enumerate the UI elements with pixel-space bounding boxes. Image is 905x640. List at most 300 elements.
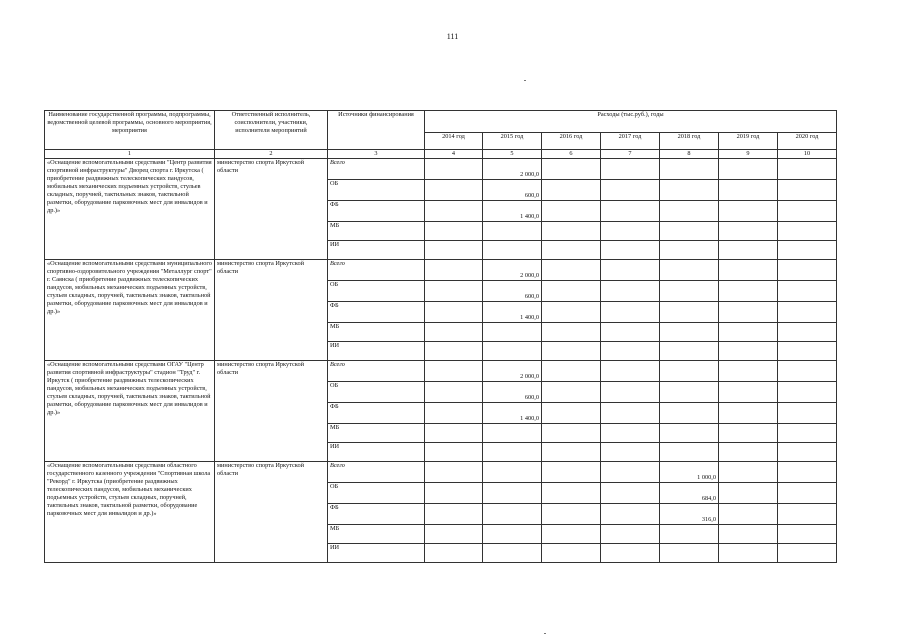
expense-cell (778, 483, 837, 504)
expense-cell (483, 483, 542, 504)
funding-source: МБ (328, 323, 425, 342)
funding-source: ИИ (328, 241, 425, 260)
expense-value: 2 000,0 (520, 272, 539, 279)
expense-value (662, 424, 716, 436)
expense-value (603, 382, 657, 394)
expense-cell (542, 342, 601, 361)
expense-value (427, 201, 480, 213)
expense-cell (778, 342, 837, 361)
expense-cell (483, 462, 542, 483)
expense-value (662, 403, 716, 415)
expense-value (544, 382, 598, 394)
expense-value (721, 180, 775, 192)
header-year: 2019 год (719, 133, 778, 150)
expense-value: 600,0 (524, 394, 539, 401)
expense-cell (778, 361, 837, 382)
funding-source: ИИ (328, 443, 425, 462)
column-number: 7 (601, 150, 660, 159)
expense-value (721, 323, 775, 335)
expense-value: 600,0 (524, 192, 539, 199)
expense-cell (719, 483, 778, 504)
expense-value (603, 403, 657, 415)
expense-cell (660, 323, 719, 342)
expense-cell (660, 260, 719, 281)
expense-value (485, 483, 539, 495)
expense-value (662, 544, 716, 556)
expense-cell (719, 260, 778, 281)
expense-cell (660, 241, 719, 260)
column-number: 2 (215, 150, 328, 159)
expense-cell (483, 323, 542, 342)
expense-cell (601, 544, 660, 563)
scan-mark (524, 80, 526, 81)
expense-value (485, 504, 539, 516)
expense-cell (778, 544, 837, 563)
expense-cell (601, 241, 660, 260)
expense-cell (660, 483, 719, 504)
expense-cell (483, 361, 542, 382)
expense-value (603, 544, 657, 556)
expense-cell (425, 260, 483, 281)
expense-cell (483, 302, 542, 323)
budget-table (44, 110, 837, 563)
expense-cell (542, 424, 601, 443)
expense-cell (601, 201, 660, 222)
expense-value (662, 342, 716, 354)
expense-cell (542, 544, 601, 563)
expense-value (603, 241, 657, 253)
expense-value (544, 361, 598, 373)
expense-cell (483, 525, 542, 544)
expense-value: 1 400,0 (520, 415, 539, 422)
expense-value (603, 525, 657, 537)
expense-cell (483, 201, 542, 222)
expense-value (544, 159, 598, 171)
expense-cell (660, 361, 719, 382)
expense-value (603, 323, 657, 335)
measure-name: «Оснащение вспомогательными средствами ОГАУ "Центр развития спортивной инфраструктуры" стадион "Труд" г. Иркутск ( приобретение раздвижных телескопических пандусов, мобильных механических подъемных устройств, стульев складных, поручней, тактильных знаков, тактильной разметки, оборудование парковочных мест для инвалидов и др.)» (45, 361, 215, 462)
expense-cell (719, 180, 778, 201)
expense-value (780, 443, 834, 455)
expense-cell (601, 382, 660, 403)
expense-value (780, 382, 834, 394)
expense-cell (483, 180, 542, 201)
expense-value: 1 400,0 (520, 314, 539, 321)
funding-source: ИИ (328, 342, 425, 361)
expense-cell (778, 403, 837, 424)
column-numbers-row (45, 150, 837, 159)
expense-cell (542, 281, 601, 302)
expense-value (603, 462, 657, 474)
expense-cell (425, 504, 483, 525)
expense-cell (660, 424, 719, 443)
expense-cell (542, 525, 601, 544)
expense-cell (660, 462, 719, 483)
column-number: 5 (483, 150, 542, 159)
expense-cell (542, 361, 601, 382)
table-row (45, 361, 837, 382)
expense-cell (425, 382, 483, 403)
expense-cell (778, 222, 837, 241)
expense-value: 2 000,0 (520, 373, 539, 380)
column-number: 6 (542, 150, 601, 159)
expense-cell (660, 159, 719, 180)
expense-cell (483, 281, 542, 302)
expense-value (485, 424, 539, 436)
expense-value (780, 504, 834, 516)
expense-cell (778, 443, 837, 462)
expense-cell (425, 159, 483, 180)
expense-value (544, 323, 598, 335)
expense-cell (778, 382, 837, 403)
expense-cell (660, 342, 719, 361)
funding-source: ОБ (328, 382, 425, 403)
table-row (45, 462, 837, 483)
expense-value (780, 180, 834, 192)
expense-value: 316,0 (701, 516, 716, 523)
header-expenses: Расходы (тыс.руб.), годы (425, 111, 837, 133)
expense-cell (425, 544, 483, 563)
expense-value (603, 180, 657, 192)
header-source: Источники финансирования (328, 111, 425, 150)
header-year: 2017 год (601, 133, 660, 150)
expense-value (662, 222, 716, 234)
expense-value (427, 159, 480, 171)
executor: министерство спорта Иркутской области (215, 361, 328, 462)
expense-cell (778, 323, 837, 342)
funding-source: ИИ (328, 544, 425, 563)
expense-value (485, 525, 539, 537)
expense-value (780, 260, 834, 272)
expense-cell (483, 382, 542, 403)
table-body (45, 159, 837, 563)
expense-value (427, 544, 480, 556)
expense-value (662, 525, 716, 537)
column-number: 4 (425, 150, 483, 159)
expense-cell (601, 462, 660, 483)
expense-value (780, 302, 834, 314)
expense-value (485, 462, 539, 474)
expense-cell (425, 525, 483, 544)
expense-value (662, 281, 716, 293)
table-row (45, 159, 837, 180)
funding-source: МБ (328, 525, 425, 544)
header-executor: Ответственный исполнитель, соисполнители, участники, исполнители мероприятий (215, 111, 328, 150)
funding-source: ОБ (328, 483, 425, 504)
funding-source: Всего (328, 361, 425, 382)
expense-cell (425, 424, 483, 443)
expense-cell (660, 222, 719, 241)
expense-value (603, 260, 657, 272)
expense-value (427, 222, 480, 234)
expense-cell (601, 361, 660, 382)
expense-value (603, 361, 657, 373)
expense-value: 2 000,0 (520, 171, 539, 178)
expense-value (544, 443, 598, 455)
table-row (45, 260, 837, 281)
expense-value (662, 443, 716, 455)
expense-cell (483, 424, 542, 443)
column-number: 10 (778, 150, 837, 159)
measure-name: «Оснащение вспомогательными средствами областного государственного казенного учреждения "Спортивная школа "Рекорд" г. Иркутска (приобретение раздвижных телескопических пандусов, мобильных механических подъемных устройств, стульев складных, поручней, тактильных знаков, тактильной разметки, оборудование парковочных мест для инвалидов и др.)» (45, 462, 215, 563)
expense-cell (425, 462, 483, 483)
expense-value (603, 222, 657, 234)
expense-cell (483, 504, 542, 525)
expense-value (427, 483, 480, 495)
expense-cell (719, 525, 778, 544)
funding-source: ФБ (328, 201, 425, 222)
executor: министерство спорта Иркутской области (215, 462, 328, 563)
expense-cell (660, 403, 719, 424)
expense-value (721, 222, 775, 234)
funding-source: ОБ (328, 281, 425, 302)
expense-cell (719, 504, 778, 525)
expense-cell (601, 302, 660, 323)
expense-cell (778, 159, 837, 180)
expense-value: 1 000,0 (697, 474, 716, 481)
expense-cell (601, 159, 660, 180)
funding-source: ОБ (328, 180, 425, 201)
header-year: 2014 год (425, 133, 483, 150)
expense-cell (425, 342, 483, 361)
expense-value (780, 403, 834, 415)
expense-cell (542, 302, 601, 323)
expense-value (544, 424, 598, 436)
expense-value (603, 201, 657, 213)
funding-source: ФБ (328, 302, 425, 323)
expense-value (721, 403, 775, 415)
expense-value (780, 544, 834, 556)
expense-cell (542, 222, 601, 241)
scan-mark (544, 633, 546, 634)
expense-value (721, 281, 775, 293)
expense-cell (719, 159, 778, 180)
expense-value (662, 302, 716, 314)
expense-cell (719, 342, 778, 361)
expense-cell (542, 241, 601, 260)
expense-value (603, 483, 657, 495)
expense-value (427, 443, 480, 455)
expense-value (662, 241, 716, 253)
expense-cell (483, 403, 542, 424)
expense-cell (778, 241, 837, 260)
expense-value (544, 241, 598, 253)
executor: министерство спорта Иркутской области (215, 159, 328, 260)
expense-value (721, 504, 775, 516)
funding-source: МБ (328, 222, 425, 241)
expense-cell (778, 462, 837, 483)
expense-cell (601, 260, 660, 281)
expense-cell (542, 159, 601, 180)
expense-cell (778, 504, 837, 525)
expense-value (721, 462, 775, 474)
expense-cell (778, 180, 837, 201)
expense-cell (601, 424, 660, 443)
header-row (45, 111, 837, 133)
expense-cell (601, 443, 660, 462)
expense-value (544, 222, 598, 234)
expense-value (427, 504, 480, 516)
expense-value (427, 525, 480, 537)
expense-value (780, 361, 834, 373)
expense-cell (778, 525, 837, 544)
expense-value (603, 424, 657, 436)
expense-value (721, 443, 775, 455)
expense-value (427, 382, 480, 394)
header-name: Наименование государственной программы, подпрограммы, ведомственной целевой программы, основного мероприятия, мероприятия (45, 111, 215, 150)
expense-cell (542, 260, 601, 281)
expense-cell (719, 201, 778, 222)
expense-cell (483, 241, 542, 260)
expense-cell (660, 382, 719, 403)
expense-cell (660, 281, 719, 302)
expense-value (721, 544, 775, 556)
expense-cell (778, 281, 837, 302)
expense-cell (601, 525, 660, 544)
expense-value (603, 443, 657, 455)
expense-cell (542, 323, 601, 342)
column-number: 1 (45, 150, 215, 159)
expense-cell (542, 504, 601, 525)
header-year: 2016 год (542, 133, 601, 150)
expense-value (544, 403, 598, 415)
executor: министерство спорта Иркутской области (215, 260, 328, 361)
expense-cell (601, 504, 660, 525)
expense-cell (542, 403, 601, 424)
expense-cell (778, 302, 837, 323)
expense-value (544, 544, 598, 556)
expense-value (721, 342, 775, 354)
expense-value (427, 342, 480, 354)
expense-cell (660, 544, 719, 563)
expense-cell (601, 342, 660, 361)
expense-cell (719, 222, 778, 241)
expense-value (662, 201, 716, 213)
expense-cell (719, 241, 778, 260)
expense-cell (719, 302, 778, 323)
expense-value (603, 302, 657, 314)
expense-cell (483, 443, 542, 462)
expense-value (544, 302, 598, 314)
expense-value (721, 483, 775, 495)
expense-cell (719, 544, 778, 563)
expense-cell (719, 281, 778, 302)
expense-value (544, 201, 598, 213)
funding-source: Всего (328, 462, 425, 483)
column-number: 9 (719, 150, 778, 159)
expense-cell (778, 260, 837, 281)
expense-cell (601, 281, 660, 302)
expense-value (721, 382, 775, 394)
expense-cell (425, 361, 483, 382)
expense-value (485, 323, 539, 335)
expense-cell (719, 424, 778, 443)
expense-value (721, 241, 775, 253)
expense-value (780, 201, 834, 213)
expense-value (544, 504, 598, 516)
expense-value (721, 525, 775, 537)
expense-value (544, 180, 598, 192)
expense-value (544, 483, 598, 495)
expense-cell (483, 260, 542, 281)
expense-cell (601, 403, 660, 424)
expense-value (780, 424, 834, 436)
funding-source: ФБ (328, 403, 425, 424)
expense-cell (425, 222, 483, 241)
expense-value (721, 159, 775, 171)
expense-value (721, 302, 775, 314)
header-year: 2020 год (778, 133, 837, 150)
expense-cell (542, 443, 601, 462)
funding-source: ФБ (328, 504, 425, 525)
expense-cell (601, 323, 660, 342)
expense-value (721, 424, 775, 436)
expense-value (662, 159, 716, 171)
expense-value (427, 241, 480, 253)
expense-cell (425, 483, 483, 504)
expense-cell (719, 462, 778, 483)
expense-cell (660, 302, 719, 323)
expense-value (780, 323, 834, 335)
expense-value (544, 525, 598, 537)
expense-cell (601, 180, 660, 201)
expense-value: 684,0 (701, 495, 716, 502)
expense-cell (542, 483, 601, 504)
expense-cell (425, 281, 483, 302)
expense-value (544, 462, 598, 474)
expense-value (721, 201, 775, 213)
expense-value (721, 260, 775, 272)
expense-value (780, 159, 834, 171)
expense-cell (542, 180, 601, 201)
expense-value (427, 281, 480, 293)
expense-cell (660, 443, 719, 462)
expense-cell (601, 483, 660, 504)
expense-value (427, 260, 480, 272)
expense-cell (483, 222, 542, 241)
expense-value (780, 483, 834, 495)
expense-cell (660, 504, 719, 525)
expense-value (780, 462, 834, 474)
column-number: 8 (660, 150, 719, 159)
expense-cell (778, 424, 837, 443)
funding-source: МБ (328, 424, 425, 443)
expense-value (662, 180, 716, 192)
expense-value (603, 342, 657, 354)
expense-cell (425, 241, 483, 260)
expense-value (662, 361, 716, 373)
expense-cell (719, 443, 778, 462)
expense-value (485, 222, 539, 234)
expense-value (603, 159, 657, 171)
measure-name: «Оснащение вспомогательными средствами "Центр развития спортивной инфраструктуры" Дворец спорта г. Иркутска ( приобретение раздвижных телескопических пандусов, мобильных механических подъемных устройств, стульев складных, поручней, тактильных знаков, тактильной разметки, оборудование парковочных мест для инвалидов и др.)» (45, 159, 215, 260)
header-year: 2018 год (660, 133, 719, 150)
expense-value (603, 281, 657, 293)
expense-cell (425, 403, 483, 424)
expense-value (603, 504, 657, 516)
expense-cell (719, 323, 778, 342)
expense-value (780, 222, 834, 234)
expense-cell (483, 544, 542, 563)
expense-value (662, 323, 716, 335)
expense-value (662, 382, 716, 394)
expense-cell (660, 180, 719, 201)
expense-cell (660, 201, 719, 222)
expense-value (427, 302, 480, 314)
expense-cell (542, 382, 601, 403)
expense-cell (601, 222, 660, 241)
expense-value (427, 180, 480, 192)
